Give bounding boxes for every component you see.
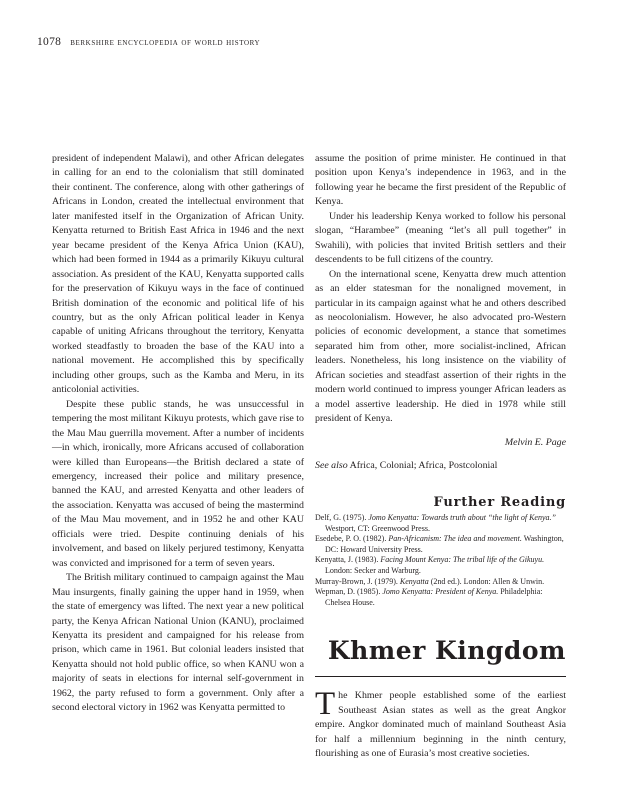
publication-title: berkshire encyclopedia of world history xyxy=(70,38,261,48)
further-reading-heading: Further Reading xyxy=(433,494,566,510)
left-column xyxy=(52,152,304,716)
title-rule xyxy=(315,676,566,677)
drop-cap: T xyxy=(315,686,336,723)
article-title: Khmer Kingdom xyxy=(327,636,566,666)
article-intro xyxy=(315,686,566,761)
body-paragraph: assume the position of prime minister. He continued in that position upon Kenya’s independence in 1963, and in the following year he became the first president of the Republic of Kenya. xyxy=(315,153,566,208)
reference-item: Kenyatta, J. (1983). Facing Mount Kenya: The tribal life of the Gikuyu. London: Secker and Warburg. xyxy=(315,555,545,575)
author-signature: Melvin E. Page xyxy=(504,436,566,448)
body-paragraph: The British military continued to campaign against the Mau Mau insurgents, finally gaining the upper hand in 1959, when the state of emergency was lifted. The next year a new political party, the Kenya African National Union (KANU), proclaimed Kenyatta its president and campaigned for his release from prison, which came in 1961. But colonial leaders insisted that Kenyatta should not hold public office, so when KANU won a majority of seats in elections for internal self-government in 1962, the party refused to form a government. Only after a second electoral victory in 1962 was Kenyatta permitted to xyxy=(52,572,304,714)
body-paragraph: Under his leadership Kenya worked to follow his personal slogan, “Harambee” (meaning “let’s all pull together” in Swahili), with policies that invited British settlers and their descendents to be full citizens of the country. xyxy=(315,210,566,266)
reference-item: Murray-Brown, J. (1979). Kenyatta (2nd ed.). London: Allen & Unwin. xyxy=(315,576,545,586)
right-column xyxy=(315,152,566,762)
see-also-label: See also xyxy=(315,460,348,472)
body-paragraph: president of independent Malawi), and other African delegates in calling for an end to the colonialism that still dominated their continent. The conference, along with other gatherings of Africans in London, created the intellectual environment that later manifested itself in the Organization of African Unity. Kenyatta returned to British East Africa in 1946 and the next year became president of the Kenya Africa Union (KAU), which had been formed in 1944 as a primarily Kikuyu cultural association. As president of the KAU, Kenyatta supported calls for the preservation of Kikuyu ways in the face of continued British domination of the economic and political life of his country, but as the only African political leader in Kenya capable of uniting Africans throughout the territory, Kenyatta worked steadfastly to broaden the base of the KAU into a national movement. He accomplished this by specifically including other groups, such as the Kamba and Meru, in its anticolonial activities. xyxy=(52,153,304,396)
running-head xyxy=(37,36,582,48)
page-number: 1078 xyxy=(37,36,62,48)
see-also-links: Africa, Colonial; Africa, Postcolonial xyxy=(349,460,498,472)
reference-item: Esedebe, P. O. (1982). Pan-Africanism: The idea and movement. Washington, DC: Howard University Press. xyxy=(315,534,564,554)
body-paragraph: Despite these public stands, he was unsuccessful in tempering the most militant Kikuyu protests, which gave rise to the Mau Mau guerrilla movement. After a number of incidents—in which, ironically, more Africans accused of collaboration were killed than Europeans—the British declared a state of emergency, increased their police and military presence, banned the KAU, and arrested Kenyatta and other leaders of the association. Kenyatta was accused of being the mastermind of the Mau Mau movement, and in 1952 he and other KAU officials were tried. Despite continuing denials of his involvement, and based on likely perjured testimony, Kenyatta was convicted and imprisoned for a term of seven years. xyxy=(52,398,304,569)
intro-text: he Khmer people established some of the earliest Southeast Asian states as well as the great Angkor empire. Angkor dominated much of mainland Southeast Asia for half a millennium beginning in the ninth century, flourishing as one of Eurasia’s most creative societies. xyxy=(315,690,566,760)
body-paragraph: On the international scene, Kenyatta drew much attention as an elder statesman for the nonaligned movement, in particular in its campaign against what he and others described as neocolonialism. However, he also advocated pro-Western policies of economic development, a stance that sometimes separated him from other, more socialist-inclined, African leaders. Nonetheless, his long insistence on the viability of African societies and steadfast assertion of their rights in the modern world continued to impress younger African leaders as a model assertive leadership. He died in 1978 while still president of Kenya. xyxy=(315,268,566,425)
reference-item: Wepman, D. (1985). Jomo Kenyatta: President of Kenya. Philadelphia: Chelsea House. xyxy=(315,587,543,607)
reference-item: Delf, G. (1975). Jomo Kenyatta: Towards truth about “the light of Kenya.” Westport, CT: Greenwood Press. xyxy=(315,512,556,533)
see-also xyxy=(315,459,566,473)
reference-list xyxy=(315,513,566,608)
